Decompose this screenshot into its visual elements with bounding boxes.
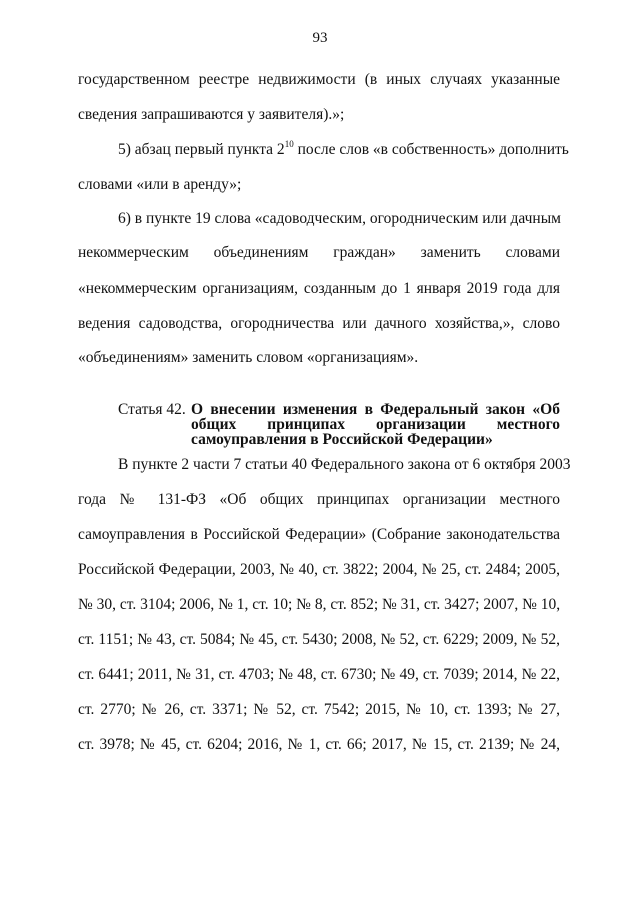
text-line: «некоммерческим организациям, созданным до 1 января 2019 года для xyxy=(78,280,560,297)
text-line: самоуправления в Российской Федерации» (Собрание законодательства xyxy=(78,526,560,543)
text-fragment: 5) абзац первый пункта 2 xyxy=(118,141,285,158)
article-title-line: самоуправления в Российской Федерации» xyxy=(191,431,493,448)
text-line: Российской Федерации, 2003, № 40, ст. 3822; 2004, № 25, ст. 2484; 2005, xyxy=(78,561,560,578)
text-line-item-5 xyxy=(118,139,569,160)
text-line: ведения садоводства, огородничества или дачного хозяйства,», слово xyxy=(78,315,560,332)
article-title-line: О внесении изменения в Федеральный закон «Об xyxy=(191,401,560,418)
text-line: сведения запрашиваются у заявителя).»; xyxy=(78,106,345,123)
text-line: некоммерческим объединениям граждан» заменить словами xyxy=(78,244,560,261)
text-line: ст. 1151; № 43, ст. 5084; № 45, ст. 5430; 2008, № 52, ст. 6229; 2009, № 52, xyxy=(78,631,560,648)
text-line: государственном реестре недвижимости (в иных случаях указанные xyxy=(78,71,560,88)
text-line: «объединениям» заменить словом «организациям». xyxy=(78,349,419,366)
article-title-line: общих принципах организации местного xyxy=(191,416,560,433)
text-line: В пункте 2 части 7 статьи 40 Федерального закона от 6 октября 2003 xyxy=(118,456,571,473)
text-line: словами «или в аренду»; xyxy=(78,176,242,193)
text-line: года № 131-ФЗ «Об общих принципах организации местного xyxy=(78,491,560,508)
text-line: № 30, ст. 3104; 2006, № 1, ст. 10; № 8, ст. 852; № 31, ст. 3427; 2007, № 10, xyxy=(78,596,561,613)
text-line: ст. 2770; № 26, ст. 3371; № 52, ст. 7542; 2015, № 10, ст. 1393; № 27, xyxy=(78,701,560,718)
article-label: Статья 42. xyxy=(118,401,186,418)
superscript: 10 xyxy=(284,139,294,149)
text-line-item-6: 6) в пункте 19 слова «садоводческим, огородническим или дачным xyxy=(118,210,561,227)
text-line: ст. 3978; № 45, ст. 6204; 2016, № 1, ст. 66; 2017, № 15, ст. 2139; № 24, xyxy=(78,736,560,753)
text-fragment: после слов «в собственность» дополнить xyxy=(293,141,569,158)
page-number: 93 xyxy=(312,30,328,46)
text-line: ст. 6441; 2011, № 31, ст. 4703; № 48, ст. 6730; № 49, ст. 7039; 2014, № 22, xyxy=(78,666,560,683)
